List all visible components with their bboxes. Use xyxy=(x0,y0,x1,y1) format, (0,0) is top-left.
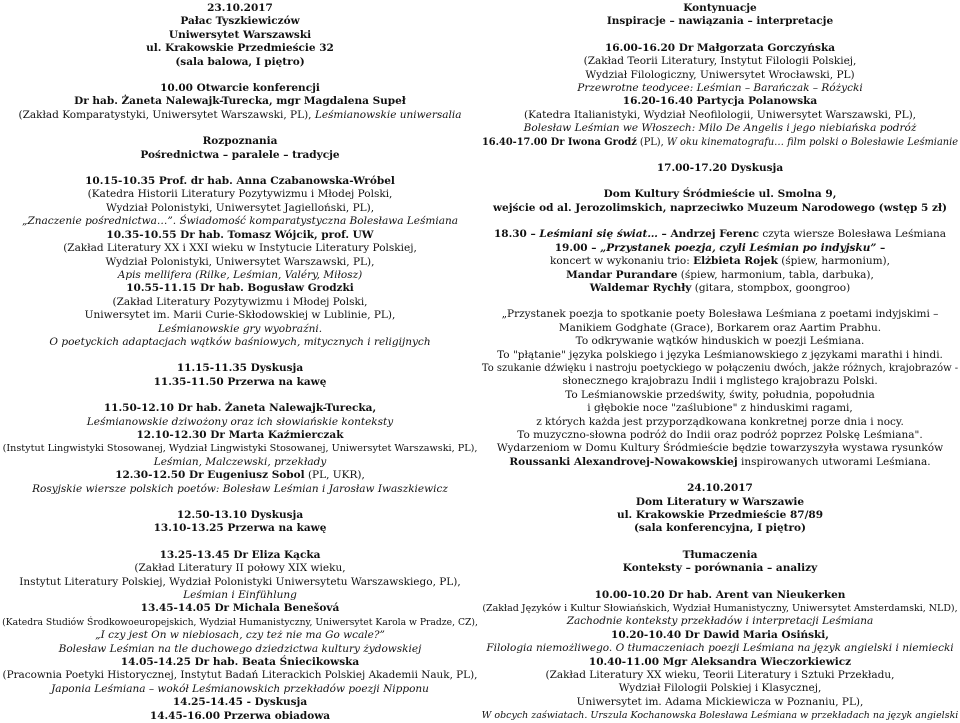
talk-slot: 10.20-10.40 Dr Dawid Maria Osiński, xyxy=(611,628,829,641)
affiliation: (Zakład Języków i Kultur Słowiańskich, Wydział Humanistyczny, Uniwersytet Amsterdamski, NLD), xyxy=(482,603,958,615)
talk-slot-line xyxy=(0,469,480,482)
affiliation: (Zakład Literatury XX i XXI wieku w Instytucie Literatury Polskiej, xyxy=(63,242,417,255)
event-description-paragraph: To szukanie dźwięku i nastroju poetyckiego w połączeniu dwóch, jakże różnych, krajobrazów - xyxy=(481,362,959,374)
break-slot: 14.45-16.00 Przerwa obiadowa xyxy=(149,709,331,722)
affiliation: Wydział Polonistyki, Uniwersytet Warszawski, PL), xyxy=(105,255,375,268)
affiliation: Instytut Literatury Polskiej, Wydział Polonistyki Uniwersytetu Warszawskiego, PL), xyxy=(19,575,461,588)
affiliation: Uniwersytet im. Marii Curie-Skłodowskiej w Lublinie, PL), xyxy=(84,309,396,322)
exhibition-note: Wydarzeniom w Domu Kultury Śródmieście będzie towarzyszyła wystawa rysunków xyxy=(496,442,944,455)
venue-name: Dom Kultury Śródmieście ul. Smolna 9, xyxy=(603,188,837,201)
exhibition-note: inspirowanych utworami Leśmiana. xyxy=(737,455,931,468)
event-time: 19.00 – xyxy=(554,241,601,254)
affiliation: Wydział Filologii Polskiej i Klasycznej, xyxy=(618,682,822,695)
talk-title: Japonia Leśmiana – wokół Leśmianowskich przekładów poezji Nipponu xyxy=(51,682,429,695)
event-description-paragraph: z których każda jest przyporządkowana konkretnej porze dnia i nocy. xyxy=(536,415,904,428)
event-title: „Przystanek poezja, czyli Leśmian po indyjsku” xyxy=(600,241,877,254)
event-description-paragraph: To odkrywanie wątków hinduskich w poezji Leśmiana. xyxy=(575,335,865,348)
exhibition-note-line xyxy=(480,456,960,469)
talk-title: W oku kinematografu… film polski o Bolesławie Leśmianie xyxy=(666,136,959,148)
event-description-paragraph: i głębokie noce "zaślubione" z hinduskimi ragami, xyxy=(587,402,853,415)
event-description-paragraph: To "płątanie" języka polskiego i języka Leśmianowskiego z językami marathi i hindi. xyxy=(497,348,943,361)
artist-name: Roussanki Alexandrovej-Nowakowskiej xyxy=(509,455,738,468)
talk-slot: 12.10-12.30 Dr Marta Kaźmierczak xyxy=(136,428,344,441)
talk-slot: 10.35-10.55 Dr hab. Tomasz Wójcik, prof. UW xyxy=(106,228,374,241)
affiliation: (PL, UKR), xyxy=(304,469,365,482)
affiliation: Wydział Polonistyki, Uniwersytet Jagielloński, PL), xyxy=(105,201,375,214)
talk-slot: 13.25-13.45 Dr Eliza Kącka xyxy=(159,548,321,561)
break-slot: 11.35-11.50 Przerwa na kawę xyxy=(153,375,327,388)
talk-title: Bolesław Leśmian na tle duchowego dziedzictwa kultury żydowskiej xyxy=(58,642,422,655)
performer-instruments: (gitara, stompbox, goongroo) xyxy=(691,281,851,294)
talk-slot: 16.40-17.00 Dr Iwona Grodź xyxy=(481,136,637,148)
talk-title: Leśmian, Malczewski, przekłady xyxy=(153,455,327,468)
talk-title: „I czy jest On w niebiosach, czy też nie ma Go wcale?” xyxy=(95,629,385,642)
event-line xyxy=(480,242,960,255)
venue-institution: Uniwersytet Warszawski xyxy=(168,28,312,41)
programme-right-column xyxy=(480,2,960,722)
performer-line xyxy=(480,269,960,282)
talk-slot-line xyxy=(480,136,960,149)
programme-left-column xyxy=(0,2,480,722)
talk-slot: 10.15-10.35 Prof. dr hab. Anna Czabanowska-Wróbel xyxy=(85,175,395,188)
discussion-slot: 14.25-14.45 - Dyskusja xyxy=(172,696,308,709)
affiliation: (Zakład Literatury XX wieku, Teorii Literatury i Sztuki Przekładu, xyxy=(545,669,895,682)
affiliation: (Katedra Italianistyki, Wydział Neofilologii, Uniwersytet Warszawski, PL), xyxy=(523,108,917,121)
venue-room: (sala konferencyjna, I piętro) xyxy=(633,522,807,535)
talk-title: Apis mellifera (Rilke, Leśmian, Valéry, Miłosz) xyxy=(117,268,363,281)
talk-title: Filologia niemożliwego. O tłumaczeniach poezji Leśmiana na język angielski i niemiecki xyxy=(486,642,954,655)
affiliation: (Instytut Lingwistyki Stosowanej, Wydział Lingwistyki Stosowanej, Uniwersytet Warszawski, PL), xyxy=(2,443,478,455)
discussion-slot: 11.15-11.35 Dyskusja xyxy=(176,362,304,375)
talk-title: W obcych zaświatach. Urszula Kochanowska Bolesława Leśmiana w przekładach na język angielski xyxy=(481,710,959,722)
day-date: 23.10.2017 xyxy=(207,2,273,14)
talk-slot: 14.05-14.25 Dr hab. Beata Śniecikowska xyxy=(120,656,360,669)
day-date: 24.10.2017 xyxy=(687,482,753,495)
talk-slot: 13.45-14.05 Dr Michala Benešová xyxy=(140,602,340,615)
venue-address: wejście od al. Jerozolimskich, naprzeciwko Muzeum Narodowego (wstęp 5 zł) xyxy=(493,201,947,214)
talk-title: Leśmianowskie dziwożony oraz ich słowiańskie konteksty xyxy=(86,415,394,428)
event-line xyxy=(480,228,960,241)
speaker-name: Dr hab. Żaneta Nalewajk-Turecka, mgr Magdalena Supeł xyxy=(74,95,406,108)
performer-name: Mandar Purandare xyxy=(566,268,678,281)
affiliation: (PL), xyxy=(636,136,667,148)
performer-instruments: (śpiew, harmonium, tabla, darbuka), xyxy=(677,268,874,281)
affiliation: (Zakład Literatury II połowy XIX wieku, xyxy=(134,562,346,575)
section-heading: Kontynuacje xyxy=(683,2,757,14)
discussion-slot: 17.00-17.20 Dyskusja xyxy=(656,162,784,175)
talk-title: Leśmianowskie uniwersalia xyxy=(314,108,462,121)
event-description: czyta wiersze Bolesława Leśmiana xyxy=(759,228,947,241)
talk-slot: 11.50-12.10 Dr hab. Żaneta Nalewajk-Turecka, xyxy=(103,402,377,415)
section-subheading: Konteksty – porównania – analizy xyxy=(622,562,818,575)
affiliation: (Katedra Studiów Środkowoeuropejskich, Wydział Humanistyczny, Uniwersytet Karola w Pradze, CZ), xyxy=(2,616,478,628)
section-subheading: Pośrednictwa – paralele – tradycje xyxy=(140,148,340,161)
venue-address: ul. Krakowskie Przedmieście 32 xyxy=(146,42,334,55)
performer-line xyxy=(480,282,960,295)
performer-name: Elżbieta Rojek xyxy=(693,255,778,268)
event-description-paragraph: słonecznego krajobrazu Indii i mglistego krajobrazu Polski. xyxy=(562,375,878,388)
talk-slot: 10.40-11.00 Mgr Aleksandra Wieczorkiewicz xyxy=(588,655,852,668)
event-time: 18.30 – xyxy=(493,228,540,241)
event-description-paragraph: To Leśmianowskie przedświty, świty, południa, popołudnia xyxy=(565,388,875,401)
talk-slot: 16.20-16.40 Partycja Polanowska xyxy=(622,95,818,108)
performer-instruments: (śpiew, harmonium), xyxy=(777,255,890,268)
affiliation: (Pracownia Poetyki Historycznej, Instytut Badań Literackich Polskiej Akademii Nauk, PL), xyxy=(2,669,478,682)
performer-line xyxy=(480,255,960,268)
talk-title: Leśmianowskie gry wyobraźni. xyxy=(157,322,323,335)
event-dash: – xyxy=(876,241,886,254)
talk-title: Rosyjskie wiersze polskich poetów: Bolesław Leśmian i Jarosław Iwaszkiewicz xyxy=(32,482,448,495)
performer-name: Waldemar Rychły xyxy=(589,281,692,294)
talk-slot: 12.30-12.50 Dr Eugeniusz Sobol xyxy=(115,469,305,482)
affiliation: (Zakład Teorii Literatury, Instytut Filologii Polskiej, xyxy=(583,55,857,68)
venue-room: (sala balowa, I piętro) xyxy=(175,55,305,68)
talk-title: Zachodnie konteksty przekładów i interpretacji Leśmiana xyxy=(566,615,874,628)
session-opening: 10.00 Otwarcie konferencji xyxy=(160,82,320,95)
section-heading: Rozpoznania xyxy=(202,135,278,148)
venue-name: Pałac Tyszkiewiczów xyxy=(180,15,300,28)
event-description: koncert w wykonaniu trio: xyxy=(550,255,694,268)
discussion-slot: 12.50-13.10 Dyskusja xyxy=(176,509,304,521)
section-subheading: Inspiracje – nawiązania – interpretacje xyxy=(606,15,834,28)
speaker-affiliation-line xyxy=(0,109,480,122)
affiliation: (Zakład Literatury Pozytywizmu i Młodej Polski, xyxy=(112,295,368,308)
talk-title: Leśmian i Einfühlung xyxy=(183,589,297,602)
talk-title: Bolesław Leśmian we Włoszech: Milo De Angelis i jego niebiańska podróż xyxy=(523,122,917,135)
section-heading: Tłumaczenia xyxy=(682,548,758,561)
event-description-paragraph: To muzyczno-słowna podróż do Indii oraz podróż poprzez Polskę Leśmiana". xyxy=(517,428,923,441)
event-title: Leśmiani się świat… xyxy=(539,228,658,241)
talk-title: Przewrotne teodycee: Leśmian – Barańczak – Różycki xyxy=(577,82,863,95)
performer-name: – Andrzej Ferenc xyxy=(657,228,760,241)
talk-slot: 10.55-11.15 Dr hab. Bogusław Grodzki xyxy=(126,282,354,295)
venue-name: Dom Literatury w Warszawie xyxy=(635,495,805,508)
talk-title: O poetyckich adaptacjach wątków baśniowych, mitycznych i religijnych xyxy=(49,335,431,348)
break-slot: 13.10-13.25 Przerwa na kawę xyxy=(153,522,327,535)
affiliation: (Zakład Komparatystyki, Uniwersytet Warszawski, PL), xyxy=(18,108,315,121)
affiliation: Uniwersytet im. Adama Mickiewicza w Poznaniu, PL), xyxy=(576,695,864,708)
talk-slot: 10.00-10.20 Dr hab. Arent van Nieukerken xyxy=(594,588,846,601)
talk-slot: 16.00-16.20 Dr Małgorzata Gorczyńska xyxy=(604,41,836,54)
event-description-paragraph: „Przystanek poezja to spotkanie poety Bolesława Leśmiana z poetami indyjskimi – xyxy=(501,308,939,321)
venue-address: ul. Krakowskie Przedmieście 87/89 xyxy=(616,509,824,521)
talk-title: „Znaczenie pośrednictwa…”. Świadomość komparatystyczna Bolesława Leśmiana xyxy=(22,215,458,228)
event-description-paragraph: Manikiem Godghate (Grace), Borkarem oraz Aartim Prabhu. xyxy=(558,321,882,334)
affiliation: (Katedra Historii Literatury Pozytywizmu i Młodej Polski, xyxy=(87,188,393,201)
affiliation: Wydział Filologiczny, Uniwersytet Wrocławski, PL) xyxy=(585,68,855,81)
